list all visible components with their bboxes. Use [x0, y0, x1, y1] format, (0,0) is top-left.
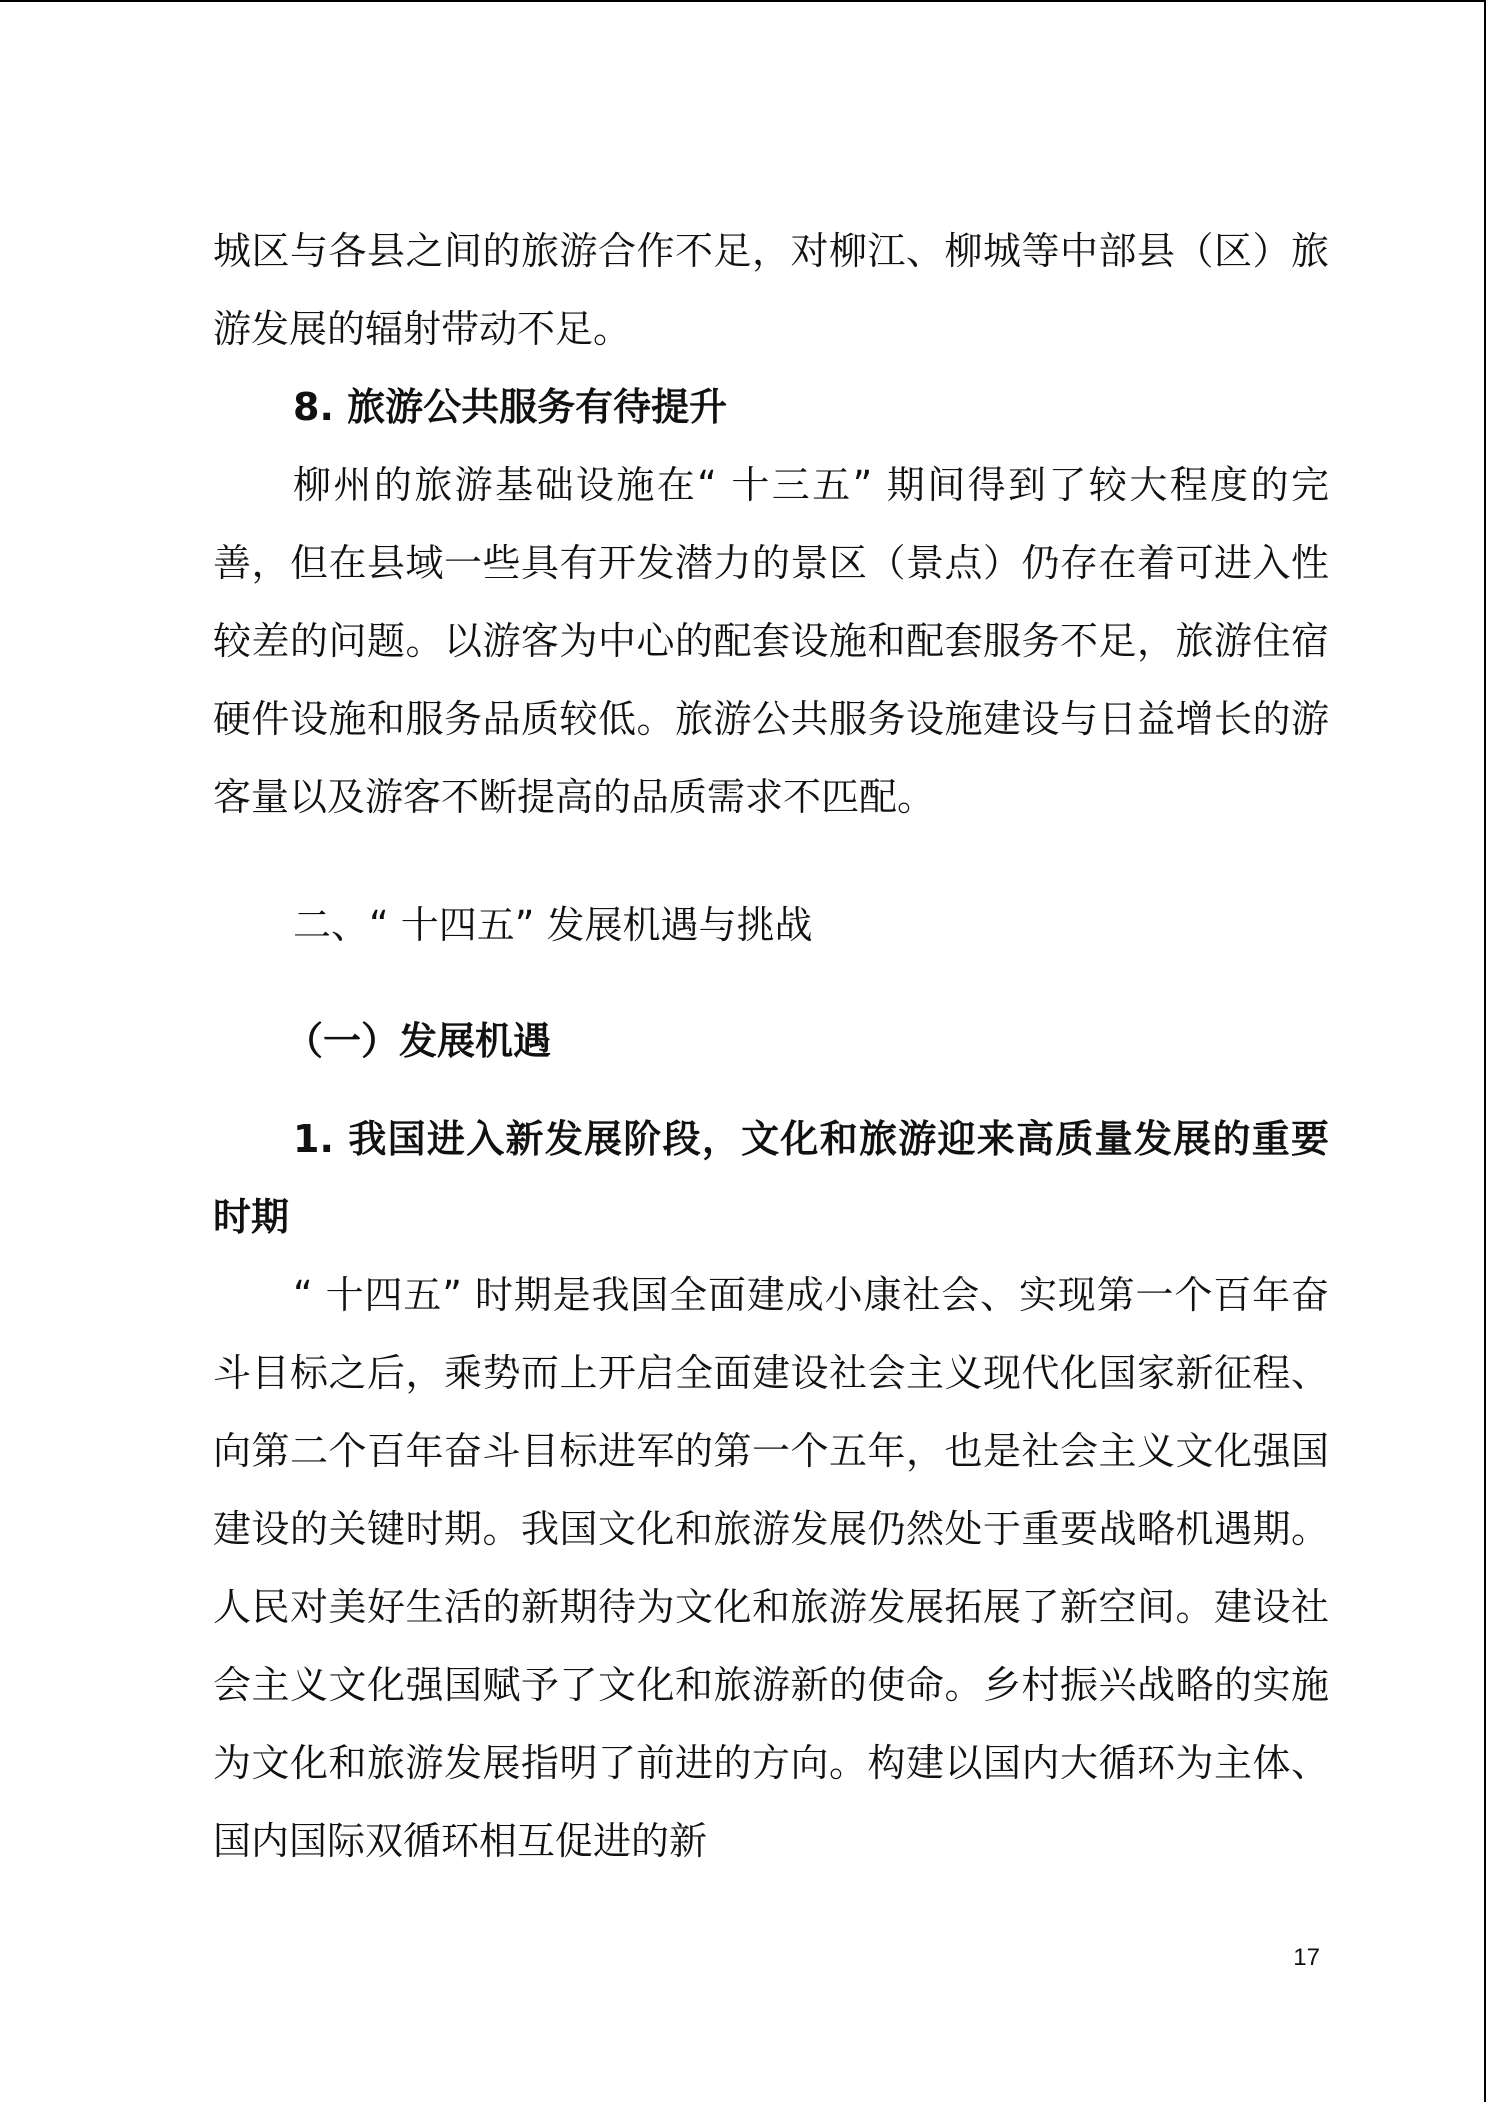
heading-new-development-stage: 1. 我国进入新发展阶段，文化和旅游迎来高质量发展的重要时期: [213, 1117, 1329, 1239]
paragraph-public-services: 柳州的旅游基础设施在“ 十三五” 期间得到了较大程度的完善，但在县域一些具有开发潜力的景区（景点）仍存在着可进入性较差的问题。以游客为中心的配套设施和配套服务不足，旅游住宿硬件设施和服务品质较低。旅游公共服务设施建设与日益增长的游客量以及游客不断提高的品质需求不匹配。: [213, 463, 1329, 819]
section-heading-opportunities-challenges: 二、“ 十四五” 发展机遇与挑战: [293, 903, 813, 947]
subsection-heading-opportunities: （一）发展机遇: [285, 1019, 552, 1063]
heading-public-services: 8. 旅游公共服务有待提升: [293, 385, 728, 429]
document-body: [213, 212, 1329, 1880]
paragraph-new-development-stage: “ 十四五” 时期是我国全面建成小康社会、实现第一个百年奋斗目标之后，乘势而上开启全面建设社会主义现代化国家新征程、向第二个百年奋斗目标进军的第一个五年，也是社会主义文化强国建设的关键时期。我国文化和旅游发展仍然处于重要战略机遇期。人民对美好生活的新期待为文化和旅游发展拓展了新空间。建设社会主义文化强国赋予了文化和旅游新的使命。乡村振兴战略的实施为文化和旅游发展指明了前进的方向。构建以国内大循环为主体、国内国际双循环相互促进的新: [213, 1273, 1329, 1863]
page-number: 17: [1293, 1944, 1320, 1971]
paragraph-continuation: 城区与各县之间的旅游合作不足，对柳江、柳城等中部县（区）旅游发展的辐射带动不足。: [213, 229, 1329, 351]
